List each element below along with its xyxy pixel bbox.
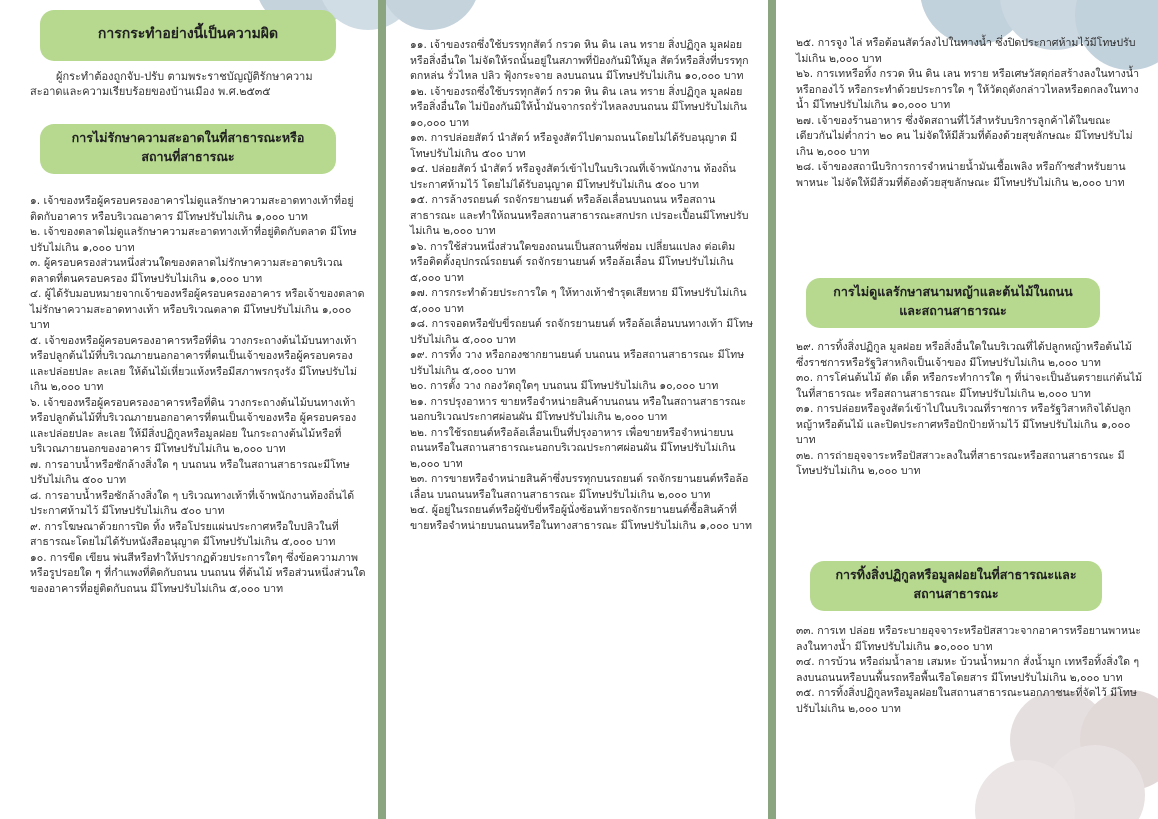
offence-item: ๒๘. เจ้าของสถานีบริการการจำหน่ายน้ำมันเชื้อเพลิง หรือก๊าซสำหรับยานพาหนะ ไม่จัดให้มีส้วมที่ต้องด้วยสุขลักษณะ มีโทษปรับไม่เกิน ๒,๐๐๐ บาท <box>796 161 1126 189</box>
section-heading: การไม่ดูแลรักษาสนามหญ้าและต้นไม้ในถนนและสถานสาธารณะ <box>833 284 1073 319</box>
offence-item: ๓๒. การถ่ายอุจจาระหรือปัสสาวะลงในที่สาธารณะหรือสถานสาธารณะ มีโทษปรับไม่เกิน ๒,๐๐๐ บาท <box>796 449 1125 478</box>
offence-item: ๑๙. การทิ้ง วาง หรือกองซากยานยนต์ บนถนน หรือสถานสาธารณะ มีโทษปรับไม่เกิน ๕,๐๐๐ บาท <box>410 349 745 377</box>
section-heading-box <box>810 561 1102 611</box>
offence-item: ๑๑. เจ้าของรถซึ่งใช้บรรทุกสัตว์ กรวด หิน ดิน เลน ทราย สิ่งปฏิกูล มูลฝอย หรือสิ่งอื่นใด ไม่จัดให้รถนั้นอยู่ในสภาพที่ป้องกันมิให้มูล สัตว์หรือสิ่งที่บรรทุกตกหล่น รั่วไหล ปลิว ฟุ้งกระจาย ลงบนถนน มีโทษปรับไม่เกิน ๑๐,๐๐๐ บาท <box>410 39 749 83</box>
column-left <box>0 0 376 819</box>
offence-item: ๑๓. การปล่อยสัตว์ นำสัตว์ หรือจูงสัตว์ไปตามถนนโดยไม่ได้รับอนุญาต มีโทษปรับไม่เกิน ๕๐๐ บาท <box>410 132 738 160</box>
law-reference-note: ผู้กระทำต้องถูกจับ-ปรับ ตามพระราชบัญญัติรักษาความสะอาดและความเรียบร้อยของบ้านเมือง พ.ศ.๒๕๓๕ <box>30 70 313 98</box>
offence-item: ๓๔. การบ้วน หรือถ่มน้ำลาย เสมหะ บ้วนน้ำหมาก สั่งน้ำมูก เทหรือทิ้งสิ่งใด ๆ ลงบนถนนหรือบนพื้นรถหรือพื้นเรือโดยสาร มีโทษปรับไม่เกิน ๒,๐๐๐ บาท <box>796 656 1140 684</box>
offence-item: ๒. เจ้าของตลาดไม่ดูแลรักษาความสะอาดทางเท้าที่อยู่ติดกับตลาด มีโทษปรับไม่เกิน ๑,๐๐๐ บาท <box>30 226 357 254</box>
column-divider <box>768 0 776 819</box>
offence-item: ๒๗. เจ้าของร้านอาหาร ซึ่งจัดสถานที่ไว้สำหรับบริการลูกค้าได้ในขณะเดียวกันไม่ต่ำกว่า ๒๐ คน ไม่จัดให้มีส้วมที่ต้องด้วยสุขลักษณะ มีโทษปรับไม่เกิน ๒,๐๐๐ บาท <box>796 114 1133 158</box>
offence-item: ๑๗. การกระทำด้วยประการใด ๆ ให้ทางเท้าชำรุดเสียหาย มีโทษปรับไม่เกิน ๕,๐๐๐ บาท <box>410 287 747 315</box>
offence-item: ๙. การโฆษณาด้วยการปิด ทิ้ง หรือโปรยแผ่นประกาศหรือใบปลิวในที่สาธารณะโดยไม่ได้รับหนังสืออนุญาต มีโทษปรับไม่เกิน ๕,๐๐๐ บาท <box>30 520 339 549</box>
offence-item: ๑๐. การขีด เขียน พ่นสีหรือทำให้ปรากฏด้วยประการใดๆ ซึ่งข้อความภาพ หรือรูปรอยใด ๆ ที่กำแพงที่ติดกับถนน บนถนน ที่ต้นไม้ หรือส่วนหนึ่งส่วนใดของอาคารที่อยู่ติดกับถนน มีโทษปรับไม่เกิน ๕,๐๐๐ บาท <box>30 551 366 595</box>
section-heading: การไม่รักษาความสะอาดในที่สาธารณะหรือสถานที่สาธารณะ <box>71 130 305 165</box>
offence-item: ๑๒. เจ้าของรถซึ่งใช้บรรทุกสัตว์ กรวด หิน ดิน เลน ทราย สิ่งปฏิกูล มูลฝอย หรือสิ่งอื่นใด ไม่ป้องกันมิให้น้ำมันจากรถรั่วไหลลงบนถนน มีโทษปรับไม่เกิน ๑๐,๐๐๐ บาท <box>410 85 747 129</box>
offence-item: ๒๕. การจูง ไล่ หรือต้อนสัตว์ลงไปในทางน้ำ ซึ่งปิดประกาศห้ามไว้มีโทษปรับไม่เกิน ๒,๐๐๐ บาท <box>796 37 1136 65</box>
offence-item: ๑๕. การล้างรถยนต์ รถจักรยานยนต์ หรือล้อเลื่อนบนถนน หรือสถานสาธารณะ และทำให้ถนนหรือสถานสาธารณะสกปรก เปรอะเปื้อนมีโทษปรับไม่เกิน ๒,๐๐๐ บาท <box>410 194 749 238</box>
offence-item: ๒๖. การเทหรือทิ้ง กรวด หิน ดิน เลน ทราย หรือเศษวัสดุก่อสร้างลงในทางน้ำ หรือกองไว้ หรือกระทำด้วยประการใด ๆ ให้วัตถุดังกล่าวไหลหรือตกลงในทางน้ำ มีโทษปรับไม่เกิน ๑๐,๐๐๐ บาท <box>796 68 1140 112</box>
offence-item: ๔. ผู้ได้รับมอบหมายจากเจ้าของหรือผู้ครอบครองอาคาร หรือเจ้าของตลาดไม่รักษาความสะอาดทางเท้า หรือบริเวณตลาด มีโทษปรับไม่เกิน ๑,๐๐๐ บาท <box>30 288 365 332</box>
offence-list <box>410 38 754 535</box>
offence-item: ๗. การอาบน้ำหรือซักล้างสิ่งใด ๆ บนถนน หรือในสถานสาธารณะมีโทษปรับไม่เกิน ๕๐๐ บาท <box>30 458 350 487</box>
offence-item: ๒๐. การตั้ง วาง กองวัตถุใดๆ บนถนน มีโทษปรับไม่เกิน ๑๐,๐๐๐ บาท <box>410 380 719 393</box>
offence-item: ๓. ผู้ครอบครองส่วนหนึ่งส่วนใดของตลาดไม่รักษาความสะอาดบริเวณตลาดที่ตนครอบครอง มีโทษปรับไม่เกิน ๑,๐๐๐ บาท <box>30 257 343 285</box>
offence-item: ๓๑. การปล่อยหรือจูงสัตว์เข้าไปในบริเวณที่ราชการ หรือรัฐวิสาหกิจได้ปลูกหญ้าหรือต้นไม้ และปิดประกาศหรือปักป้ายห้ามไว้ มีโทษปรับไม่เกิน ๑,๐๐๐ บาท <box>796 403 1131 447</box>
offence-item: ๒๔. ผู้อยู่ในรถยนต์หรือผู้ขับขี่หรือผู้นั่งซ้อนท้ายรถจักรยานยนต์ซื้อสินค้าที่ขายหรือจำหน่ายบนถนนหรือในทางสาธารณะ มีโทษปรับไม่เกิน ๑,๐๐๐ บาท <box>410 504 753 532</box>
offence-item: ๓๕. การทิ้งสิ่งปฏิกูลหรือมูลฝอยในสถานสาธารณะนอกภาชนะที่จัดไว้ มีโทษปรับไม่เกิน ๒,๐๐๐ บาท <box>796 687 1137 715</box>
offence-item: ๕. เจ้าของหรือผู้ครอบครองอาคารหรือที่ดิน วางกระถางต้นไม้บนทางเท้าหรือปลูกต้นไม้ที่บริเวณภายนอกอาคารที่ตนเป็นเจ้าของหรือผู้ครอบครอง และปล่อยปละ ละเลย ให้ต้นไม้เหี่ยวแห้งหรือมีสภาพรกรุงรัง มีโทษปรับไม่เกิน ๒,๐๐๐ บาท <box>30 334 357 394</box>
main-heading: การกระทำอย่างนี้เป็นความผิด <box>97 26 279 42</box>
offence-item: ๑๖. การใช้ส่วนหนึ่งส่วนใดของถนนเป็นสถานที่ซ่อม เปลี่ยนแปลง ต่อเติม หรือติดตั้งอุปกรณ์รถยนต์ รถจักรยานยนต์ หรือล้อเลื่อน มีโทษปรับไม่เกิน ๕,๐๐๐ บาท <box>410 240 736 284</box>
offence-item: ๖. เจ้าของหรือผู้ครอบครองอาคารหรือที่ดิน วางกระถางต้นไม้บนทางเท้าหรือปลูกต้นไม้ที่บริเวณภายนอกอาคารที่ตนเป็นเจ้าของหรือ ผู้ครอบครอง และปล่อยปละ ละเลย ให้มีสิ่งปฏิกูลหรือมูลฝอย ในกระถางต้นไม้หรือที่บริเวณภายนอกของอาคาร มีโทษปรับไม่เกิน ๒,๐๐๐ บาท <box>30 396 357 456</box>
column-divider <box>378 0 386 819</box>
offence-item: ๑๔. ปล่อยสัตว์ นำสัตว์ หรือจูงสัตว์เข้าไปในบริเวณที่เจ้าพนักงาน ท้องถิ่นประกาศห้ามไว้ โดยไม่ได้รับอนุญาต มีโทษปรับไม่เกิน ๕๐๐ บาท <box>410 163 736 191</box>
section-heading-box <box>806 278 1100 328</box>
offence-list <box>796 340 1144 480</box>
column-right <box>776 0 1158 819</box>
offence-item: ๒๙. การทิ้งสิ่งปฏิกูล มูลฝอย หรือสิ่งอื่นใดในบริเวณที่ได้ปลูกหญ้าหรือต้นไม้ ซึ่งราชการหรือรัฐวิสาหกิจเป็นเจ้าของ มีโทษปรับไม่เกิน ๒,๐๐๐ บาท <box>796 341 1132 369</box>
offence-item: ๒๓. การขายหรือจำหน่ายสินค้าซึ่งบรรทุกบนรถยนต์ รถจักรยานยนต์หรือล้อเลื่อน บนถนนหรือในสถานสาธารณะ มีโทษปรับไม่เกิน ๒,๐๐๐ บาท <box>410 473 749 501</box>
offence-list <box>796 36 1144 191</box>
offence-item: ๑๘. การจอดหรือขับขี่รถยนต์ รถจักรยานยนต์ หรือล้อเลื่อนบนทางเท้า มีโทษปรับไม่เกิน ๕,๐๐๐ บาท <box>410 318 753 346</box>
main-heading-box <box>40 10 336 61</box>
offence-list <box>30 194 366 597</box>
offence-item: ๓๐. การโค่นต้นไม้ ตัด เด็ด หรือกระทำการใด ๆ ที่น่าจะเป็นอันตรายแก่ต้นไม้ในที่สาธารณะ หรือสถานสาธารณะ มีโทษปรับไม่เกิน ๒,๐๐๐ บาท <box>796 372 1143 400</box>
offence-item: ๑. เจ้าของหรือผู้ครอบครองอาคารไม่ดูแลรักษาความสะอาดทางเท้าที่อยู่ติดกับอาคาร หรือบริเวณอาคาร มีโทษปรับไม่เกิน ๑,๐๐๐ บาท <box>30 195 354 223</box>
column-middle <box>386 0 768 819</box>
offence-list <box>796 624 1144 717</box>
offence-item: ๒๒. การใช้รถยนต์หรือล้อเลื่อนเป็นที่ปรุงอาหาร เพื่อขายหรือจำหน่ายบนถนนหรือในสถานสาธารณะนอกบริเวณประกาศผ่อนผัน มีโทษปรับไม่เกิน ๒,๐๐๐ บาท <box>410 426 736 470</box>
section-heading-box <box>40 124 336 174</box>
offence-item: ๓๓. การเท ปล่อย หรือระบายอุจจาระหรือปัสสาวะจากอาคารหรือยานพาหนะลงในทางน้ำ มีโทษปรับไม่เกิน ๑๐,๐๐๐ บาท <box>796 625 1141 653</box>
offence-item: ๘. การอาบน้ำหรือซักล้างสิ่งใด ๆ บริเวณทางเท้าที่เจ้าพนักงานท้องถิ่นได้ประกาศห้ามไว้ มีโทษปรับไม่เกิน ๕๐๐ บาท <box>30 489 355 518</box>
offence-item: ๒๑. การปรุงอาหาร ขายหรือจำหน่ายสินค้าบนถนน หรือในสถานสาธารณะนอกบริเวณประกาศผ่อนผัน มีโทษปรับไม่เกิน ๒,๐๐๐ บาท <box>410 395 746 424</box>
section-heading: การทิ้งสิ่งปฏิกูลหรือมูลฝอยในที่สาธารณะและสถานสาธารณะ <box>835 567 1077 602</box>
